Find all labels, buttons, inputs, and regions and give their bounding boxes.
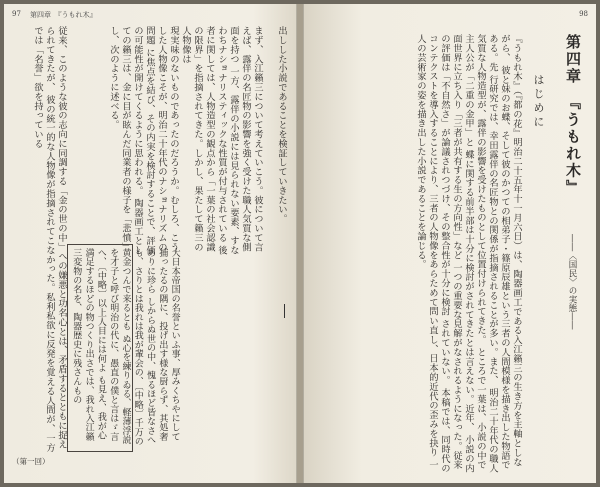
section-dash [284,304,285,318]
quote-text [70,248,181,448]
right-body-line-10: 本稿では、同時代のコンテクストを導入することにより、三者の人物像をあらためて問い直し、日本的近代の歪みを抉り [427,34,450,473]
left-page-number: 97 [12,10,21,18]
quote-line-4: も見え、我が心満足するほどの物つくり出さでは、我れ入江籟三変物の名を、陶器歴史に残さんもの [71,248,106,442]
left-page [4,4,297,483]
right-body-line-8: 一つの重要な見解がなされるようになった。従来の評価は「不自然さ」が論議されつづけ、その整合性が十分に検討 [439,34,462,470]
right-body-line-7: 小説の内面世界に立ち入り「三者が共有する生の方向性」など [451,34,474,473]
right-body-line-2: 彼と妹のお蝶、そして彼のかつての相弟子・篠原辰雄という三者の人間模様を描き出した物語である。先 [487,34,510,470]
right-body-line-4: 明治二十年代の職人気質な人物造型が、露伴の影響を受けたものとして位置付けられてきた。 [475,34,498,473]
right-page-number: 98 [579,10,588,18]
left-body-block-a [180,26,263,256]
left-body-line-2: 一方、露伴の小説には見られない要素、すなわちナショナリスティックな性質が付与されている [216,26,239,255]
right-body [312,34,522,474]
quote-line-2: しからぬ世の中、愧るほど皆なさへも、さりとは我れは我が輩会の、〔中略〕千万の黄金つんで来るとも [120,248,156,446]
quote-line-1: 大日本帝国の名誉といふ事、厚みくちやにして捕ったるの隅に、投げ出す様な厨らず、其処奢ありに珍ら [145,248,180,442]
quote-line-3: ぬ心を練りゐる、軽薄浮説を才子と呼び明治の代に、愚直の僕と言はゞ言へ、〔中略〕以上人目には何よ [95,248,131,445]
quote-box [67,244,180,452]
right-body-line-6: 蝶に関する前半部は十分に検討がされてきたとは言えない。近年、 [463,149,474,432]
left-body-line-4: 現実味のないものであったのだろうか。むしろ、こうした人物像こそが、明治二十年代のナショナリズムの問題 [144,26,179,252]
left-tail-line-1: 従来、このような彼の志向に同調する「金の世の中」への嫌悪と功名心とは、矛盾するとともに捉えられてきたが、 [44,26,67,449]
left-tail-block [32,26,67,456]
chapter-subtitle: ――〈国民〉の実態―― [567,234,577,330]
quote-marker: （第一回） [12,457,50,466]
left-body-line-5: に焦点を結び、その内実を検討することで、評価の可能性が開けてくるように思われる。 [132,26,155,255]
right-body-line-3: 行研究では、幸田露伴の名匠物との関係が指摘されることが多い。また、 [487,74,498,385]
left-body-block-b [108,26,179,256]
section-head: はじめに [532,74,545,130]
left-running-head: 第四章 『うもれ木』 [30,11,97,19]
left-body-line-6: 陶器画工としての籟三は、金に目が眩んだ同業者の様子を「悲憤」し、次のように述べる。 [108,26,143,255]
right-body-line-5: ところで一葉は、小説の中で主人公が「二重の金甲」と [463,34,486,470]
right-body-line-9: されていない。 [439,319,450,385]
left-body-line-1: まず、入江籟三について考えていこう。彼について言えば、露伴の名匠物の影響を強く受けた職人気質な側面を持つ [228,26,263,252]
left-body-line-3: 後者に関しては、人物造型の観点から「一葉の社会認識の限界」を指摘されてきた。しかし、果たして籟三の人物像は [180,26,227,255]
left-top-note: 出しした小説であることを検証していきたい。 [276,26,287,224]
right-page [303,4,596,483]
right-body-line-11: 一人の芸術家の姿を描き出した小説であることを論じる。 [415,34,438,470]
left-tail-line-2: 彼の統一的な人物像が指摘されてこなかった。私利私欲に反発を覚える人間が、一方では「名誉」欲を持っている [32,26,55,453]
right-body-line-1: 『うもれ木』（『都の花』明治二十五年十一月六日）は、陶器画工である入江籟三の生き方を主軸としながら、 [499,34,522,467]
chapter-title: 第四章 『うもれ木』 [564,34,582,197]
open-book [4,4,596,483]
